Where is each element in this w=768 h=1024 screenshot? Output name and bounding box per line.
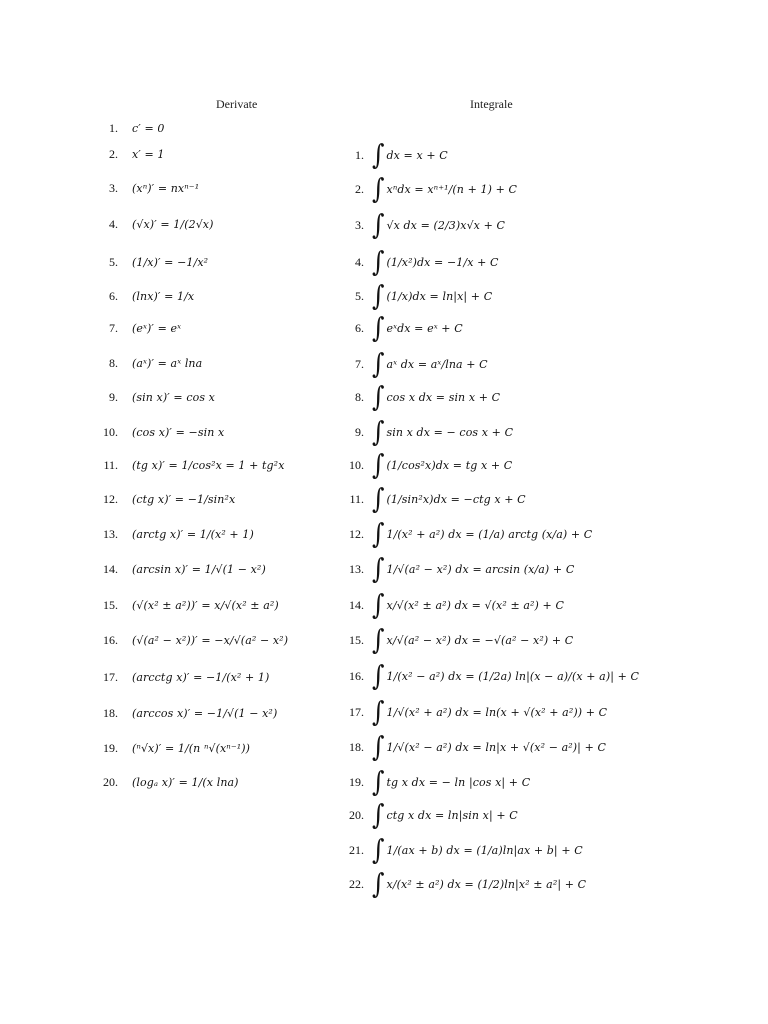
formula-number: 16. (103, 632, 118, 647)
deriv-formula-row (96, 138, 165, 170)
integral-sign-icon: ∫ (372, 730, 385, 764)
formula-expression: 1/(x² + a²) dx = (1/a) arctg (x/a) + C (386, 527, 593, 541)
integral-sign-icon: ∫ (372, 245, 385, 279)
deriv-formula-row (96, 553, 266, 585)
formula-expression: dx = x + C (386, 148, 448, 162)
formula-number: 5. (109, 254, 118, 269)
integral-sign-icon: ∫ (372, 380, 385, 414)
deriv-formula-row (96, 312, 181, 344)
formula-expression: (sin x)′ = cos x (132, 390, 215, 404)
formula-number: 18. (103, 705, 118, 720)
formula-number: 2. (109, 146, 118, 161)
formula-expression: (1/cos²x)dx = tg x + C (386, 458, 513, 472)
integral-sign-icon: ∫ (372, 138, 385, 172)
integ-formula-row (340, 766, 530, 798)
integral-sign-icon: ∫ (372, 867, 385, 901)
formula-expression: (arcsin x)′ = 1/√(1 − x²) (132, 562, 266, 576)
integral-sign-icon: ∫ (372, 695, 385, 729)
integrals-title: Integrale (470, 97, 513, 111)
deriv-formula-row (96, 347, 202, 379)
formula-number: 5. (355, 288, 364, 303)
formula-number: 10. (349, 457, 364, 472)
integral-sign-icon: ∫ (372, 347, 385, 381)
formula-number: 14. (103, 561, 118, 576)
formula-number: 20. (103, 774, 118, 789)
derivatives-title: Derivate (216, 97, 258, 111)
formula-number: 8. (355, 389, 364, 404)
integral-sign-icon: ∫ (372, 311, 385, 345)
integ-formula-row (340, 348, 488, 380)
formula-number: 2. (355, 181, 364, 196)
formula-number: 8. (109, 355, 118, 370)
integral-sign-icon: ∫ (372, 415, 385, 449)
integ-formula-row (340, 660, 639, 692)
integral-sign-icon: ∫ (372, 659, 385, 693)
integral-sign-icon: ∫ (372, 798, 385, 832)
formula-expression: (arcctg x)′ = −1/(x² + 1) (132, 670, 270, 684)
formula-expression: (lnx)′ = 1/x (132, 289, 195, 303)
formula-number: 4. (355, 254, 364, 269)
formula-expression: sin x dx = − cos x + C (386, 425, 514, 439)
deriv-formula-row (96, 381, 215, 413)
formula-expression: ctg x dx = ln|sin x| + C (386, 808, 518, 822)
formula-expression: (aˣ)′ = aˣ lna (132, 356, 203, 370)
integ-formula-row (340, 731, 606, 763)
integ-formula-row (340, 139, 448, 171)
formula-number: 1. (355, 147, 364, 162)
formula-number: 7. (109, 320, 118, 335)
formula-expression: x′ = 1 (132, 147, 165, 161)
deriv-formula-row (96, 483, 235, 515)
integ-formula-row (340, 834, 583, 866)
deriv-formula-row (96, 624, 288, 656)
formula-expression: (ctg x)′ = −1/sin²x (132, 492, 236, 506)
deriv-formula-row (96, 172, 199, 204)
formula-expression: (√(x² ± a²))′ = x/√(x² ± a²) (132, 598, 279, 612)
formula-expression: 1/(x² − a²) dx = (1/2a) ln|(x − a)/(x + a)| + C (386, 669, 640, 683)
formula-number: 21. (349, 842, 364, 857)
integral-sign-icon: ∫ (372, 448, 385, 482)
integral-sign-icon: ∫ (372, 482, 385, 516)
integ-formula-row (340, 483, 526, 515)
formula-expression: 1/√(x² + a²) dx = ln(x + √(x² + a²)) + C (386, 705, 608, 719)
formula-number: 18. (349, 739, 364, 754)
formula-expression: (arccos x)′ = −1/√(1 − x²) (132, 706, 278, 720)
formula-expression: (arctg x)′ = 1/(x² + 1) (132, 527, 254, 541)
integ-formula-row (340, 246, 499, 278)
formula-expression: (1/x²)dx = −1/x + C (386, 255, 499, 269)
formula-expression: cos x dx = sin x + C (386, 390, 501, 404)
deriv-formula-row (96, 416, 224, 448)
formula-number: 15. (349, 632, 364, 647)
integral-sign-icon: ∫ (372, 517, 385, 551)
integ-formula-row (340, 553, 574, 585)
formula-number: 12. (103, 491, 118, 506)
formula-expression: x/√(a² − x²) dx = −√(a² − x²) + C (386, 633, 574, 647)
integ-formula-row (340, 799, 518, 831)
formula-expression: (xⁿ)′ = nxⁿ⁻¹ (132, 181, 200, 195)
formula-number: 11. (349, 491, 364, 506)
formula-expression: c′ = 0 (132, 121, 165, 135)
formula-number: 20. (349, 807, 364, 822)
formula-number: 7. (355, 356, 364, 371)
deriv-formula-row (96, 449, 285, 481)
formula-expression: (logₐ x)′ = 1/(x lna) (132, 775, 239, 789)
integral-sign-icon: ∫ (372, 588, 385, 622)
integ-formula-row (340, 280, 492, 312)
formula-number: 14. (349, 597, 364, 612)
integ-formula-row (340, 868, 586, 900)
formula-expression: (1/x)dx = ln|x| + C (386, 289, 493, 303)
formula-number: 13. (349, 561, 364, 576)
integral-sign-icon: ∫ (372, 552, 385, 586)
formula-expression: (ⁿ√x)′ = 1/(n ⁿ√(xⁿ⁻¹)) (132, 741, 251, 755)
formula-number: 15. (103, 597, 118, 612)
formula-expression: aˣ dx = aˣ/lna + C (386, 357, 488, 371)
formula-expression: 1/(ax + b) dx = (1/a)ln|ax + b| + C (386, 843, 583, 857)
formula-expression: (√x)′ = 1/(2√x) (132, 217, 214, 231)
formula-number: 13. (103, 526, 118, 541)
formula-number: 6. (355, 320, 364, 335)
formula-number: 3. (355, 217, 364, 232)
formula-expression: (tg x)′ = 1/cos²x = 1 + tg²x (132, 458, 285, 472)
integ-formula-row (340, 381, 500, 413)
formula-number: 3. (109, 180, 118, 195)
formula-number: 9. (355, 424, 364, 439)
integ-formula-row (340, 589, 564, 621)
formula-number: 4. (109, 216, 118, 231)
formula-expression: (√(a² − x²))′ = −x/√(a² − x²) (132, 633, 289, 647)
formula-expression: 1/√(a² − x²) dx = arcsin (x/a) + C (386, 562, 575, 576)
deriv-formula-row (96, 697, 277, 729)
integral-sign-icon: ∫ (372, 765, 385, 799)
formula-expression: x/√(x² ± a²) dx = √(x² ± a²) + C (386, 598, 564, 612)
deriv-formula-row (96, 661, 269, 693)
formula-number: 12. (349, 526, 364, 541)
formula-expression: (1/sin²x)dx = −ctg x + C (386, 492, 526, 506)
formula-number: 16. (349, 668, 364, 683)
integ-formula-row (340, 416, 513, 448)
formula-expression: 1/√(x² − a²) dx = ln|x + √(x² − a²)| + C (386, 740, 606, 754)
integ-formula-row (340, 518, 592, 550)
integral-sign-icon: ∫ (372, 623, 385, 657)
deriv-formula-row (96, 246, 208, 278)
formula-expression: (cos x)′ = −sin x (132, 425, 225, 439)
deriv-formula-row (96, 589, 279, 621)
integral-sign-icon: ∫ (372, 172, 385, 206)
deriv-formula-row (96, 766, 239, 798)
formula-expression: eˣdx = eˣ + C (386, 321, 463, 335)
integ-formula-row (340, 696, 607, 728)
formula-number: 22. (349, 876, 364, 891)
integral-sign-icon: ∫ (372, 279, 385, 313)
formula-number: 1. (109, 120, 118, 135)
formula-number: 17. (349, 704, 364, 719)
formula-number: 19. (103, 740, 118, 755)
deriv-formula-row (96, 208, 214, 240)
formula-number: 19. (349, 774, 364, 789)
integ-formula-row (340, 173, 517, 205)
formula-number: 10. (103, 424, 118, 439)
integ-formula-row (340, 209, 505, 241)
integ-formula-row (340, 624, 573, 656)
formula-expression: x/(x² ± a²) dx = (1/2)ln|x² ± a²| + C (386, 877, 587, 891)
formula-number: 6. (109, 288, 118, 303)
formula-number: 11. (103, 457, 118, 472)
formula-number: 9. (109, 389, 118, 404)
integral-sign-icon: ∫ (372, 208, 385, 242)
deriv-formula-row (96, 280, 194, 312)
deriv-formula-row (96, 518, 254, 550)
formula-expression: xⁿdx = xⁿ⁺¹/(n + 1) + C (386, 182, 518, 196)
formula-expression: (1/x)′ = −1/x² (132, 255, 209, 269)
formula-expression: √x dx = (2/3)x√x + C (386, 218, 506, 232)
formula-expression: tg x dx = − ln |cos x| + C (386, 775, 531, 789)
formula-expression: (eˣ)′ = eˣ (132, 321, 182, 335)
integ-formula-row (340, 312, 463, 344)
formula-number: 17. (103, 669, 118, 684)
integ-formula-row (340, 449, 512, 481)
deriv-formula-row (96, 732, 250, 764)
integral-sign-icon: ∫ (372, 833, 385, 867)
